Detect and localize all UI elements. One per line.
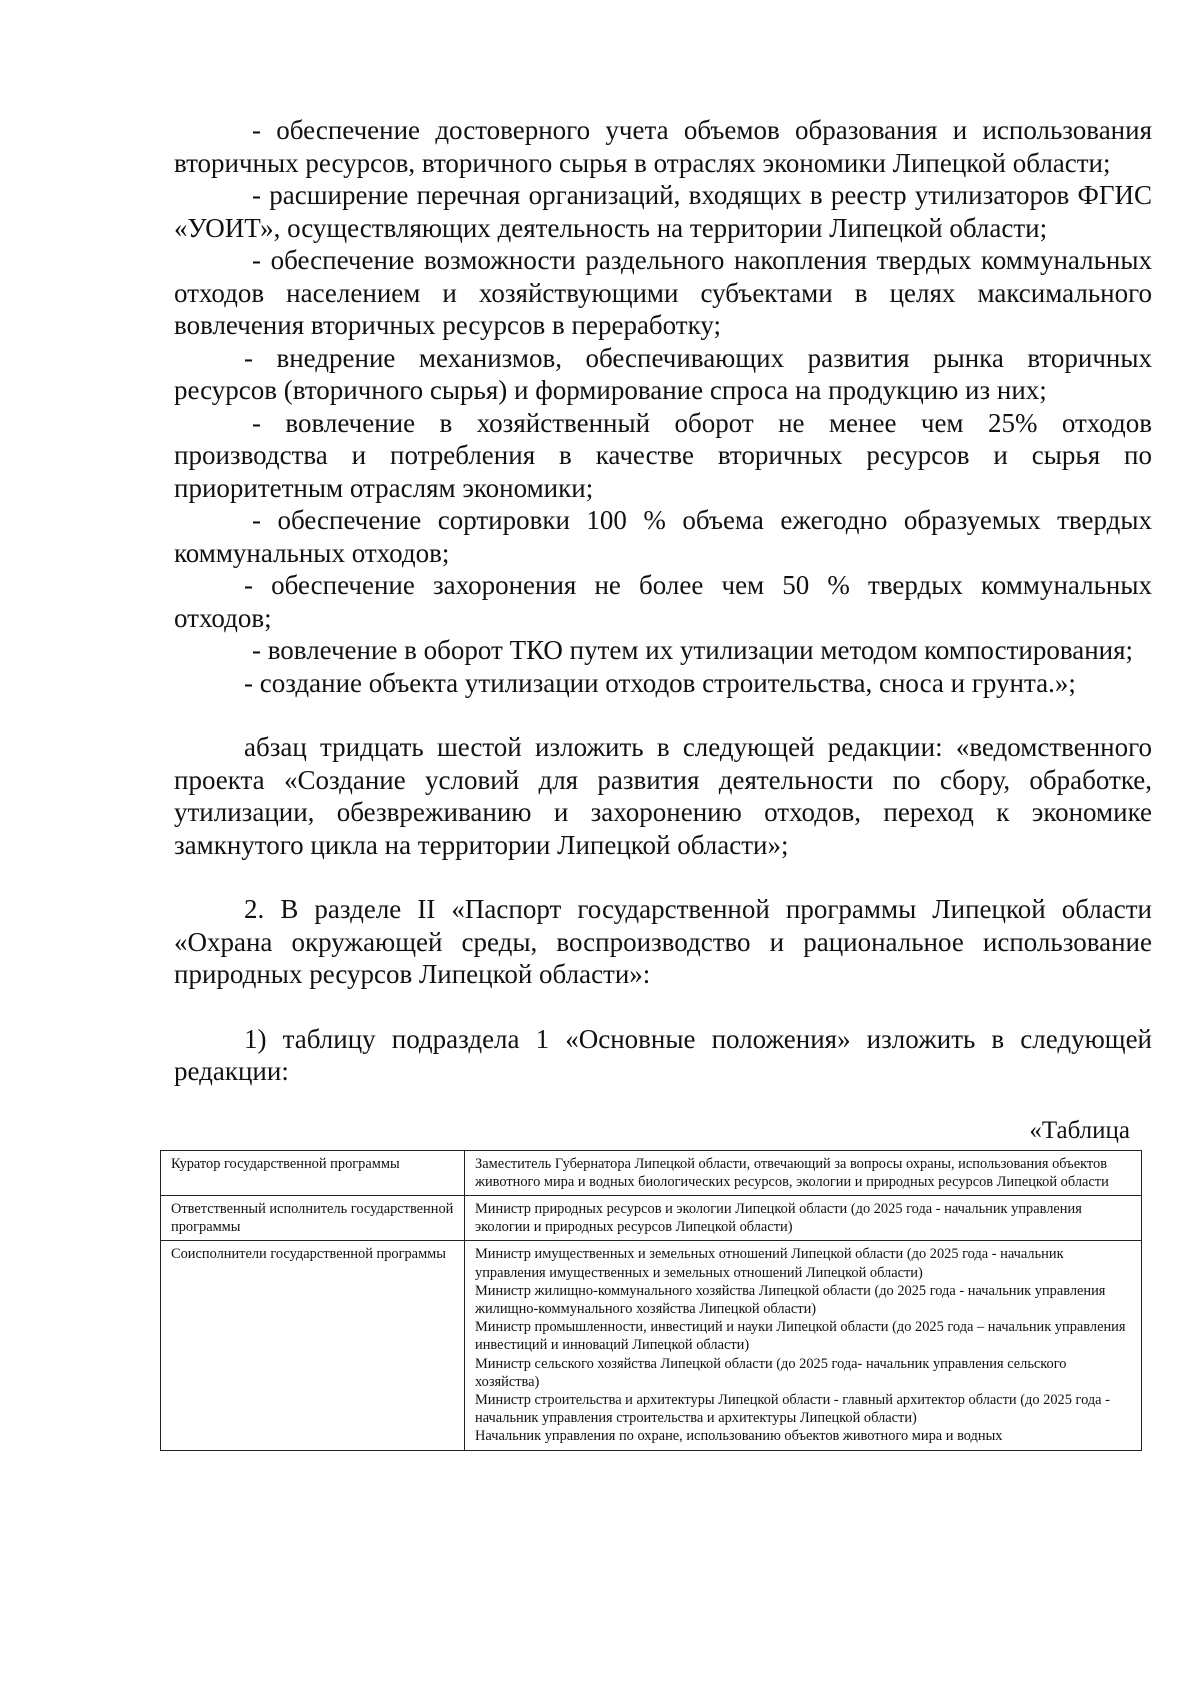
- table-caption: «Таблица: [1029, 1116, 1130, 1144]
- table-row: [161, 1150, 1142, 1195]
- document-body: [171, 114, 1152, 1451]
- paragraph-burial-limit: - обеспечение захоронения не более чем 50 % твердых коммунальных отходов;: [174, 570, 1152, 633]
- paragraph-separate-collection: - обеспечение возможности раздельного накопления твердых коммунальных отходов населением и хозяйствующими субъектами в целях максимального вовлечения вторичных ресурсов в переработку;: [174, 245, 1152, 340]
- row-label-curator: Куратор государственной программы: [161, 1150, 465, 1195]
- paragraph-table-instruction: 1) таблицу подраздела 1 «Основные положения» изложить в следующей редакции:: [174, 1023, 1152, 1086]
- paragraph-amendment-abzac: абзац тридцать шестой изложить в следующей редакции: «ведомственного проекта «Создание условий для развития деятельности по сбору, обработке, утилизации, обезвреживанию и захоронению отходов, переход к экономике замкнутого цикла на территории Липецкой области»;: [174, 732, 1152, 860]
- row-value-curator: [465, 1150, 1142, 1195]
- row-value-co-executors: [465, 1241, 1142, 1450]
- co-executor-housing: Министр жилищно-коммунального хозяйства Липецкой области (до 2025 года - начальник управления жилищно-коммунального хозяйства Липецкой области): [475, 1282, 1106, 1317]
- paragraph-waste-involvement: - вовлечение в хозяйственный оборот не менее чем 25% отходов производства и потребления в качестве вторичных ресурсов и сырья по приоритетным отраслям экономики;: [174, 407, 1152, 503]
- co-executor-property: Министр имущественных и земельных отношений Липецкой области (до 2025 года - начальник управления имущественных и земельных отношений Липецкой области): [475, 1246, 1064, 1281]
- responsible-text: Министр природных ресурсов и экологии Липецкой области (до 2025 года - начальник управления экологии и природных ресурсов Липецкой области): [475, 1200, 1082, 1236]
- co-executor-industry: Министр промышленности, инвестиций и науки Липецкой области (до 2025 года – начальник управления инвестиций и инноваций Липецкой области): [475, 1319, 1126, 1354]
- table-row: [161, 1195, 1142, 1240]
- row-value-responsible: [465, 1195, 1142, 1240]
- paragraph-section-two: 2. В разделе II «Паспорт государственной программы Липецкой области «Охрана окружающей среды, воспроизводство и рациональное использование природных ресурсов Липецкой области»:: [174, 894, 1152, 989]
- curator-text: Заместитель Губернатора Липецкой области, отвечающий за вопросы охраны, использования объектов животного мира и водных биологических ресурсов, экологии и природных ресурсов Липецкой области: [475, 1155, 1109, 1190]
- paragraph-secondary-resources-accounting: - обеспечение достоверного учета объемов образования и использования вторичных ресурсов, вторичного сырья в отраслях экономики Липецкой области;: [174, 115, 1152, 178]
- program-passport-table: [160, 1150, 1142, 1451]
- paragraph-registry-expansion: - расширение перечная организаций, входящих в реестр утилизаторов ФГИС «УОИТ», осуществляющих деятельность на территории Липецкой области;: [174, 180, 1152, 243]
- co-executor-wildlife: Начальник управления по охране, использованию объектов животного мира и водных: [475, 1428, 1003, 1445]
- row-label-responsible: Ответственный исполнитель государственной программы: [161, 1195, 465, 1240]
- paragraph-sorting: - обеспечение сортировки 100 % объема ежегодно образуемых твердых коммунальных отходов;: [174, 505, 1152, 568]
- co-executor-agriculture: Министр сельского хозяйства Липецкой области (до 2025 года- начальник управления сельского хозяйства): [475, 1355, 1067, 1390]
- row-label-co-executors: Соисполнители государственной программы: [161, 1241, 465, 1450]
- paragraph-composting: - вовлечение в оборот ТКО путем их утилизации методом компостирования;: [252, 635, 1134, 665]
- paragraph-construction-waste: - создание объекта утилизации отходов строительства, сноса и грунта.»;: [244, 667, 1076, 698]
- paragraph-market-mechanisms: - внедрение механизмов, обеспечивающих развития рынка вторичных ресурсов (вторичного сырья) и формирование спроса на продукцию из них;: [174, 342, 1152, 405]
- table-row: [161, 1241, 1142, 1450]
- co-executor-construction: Министр строительства и архитектуры Липецкой области - главный архитектор области (до 2025 года - начальник управления строительства и архитектуры Липецкой области): [475, 1391, 1110, 1427]
